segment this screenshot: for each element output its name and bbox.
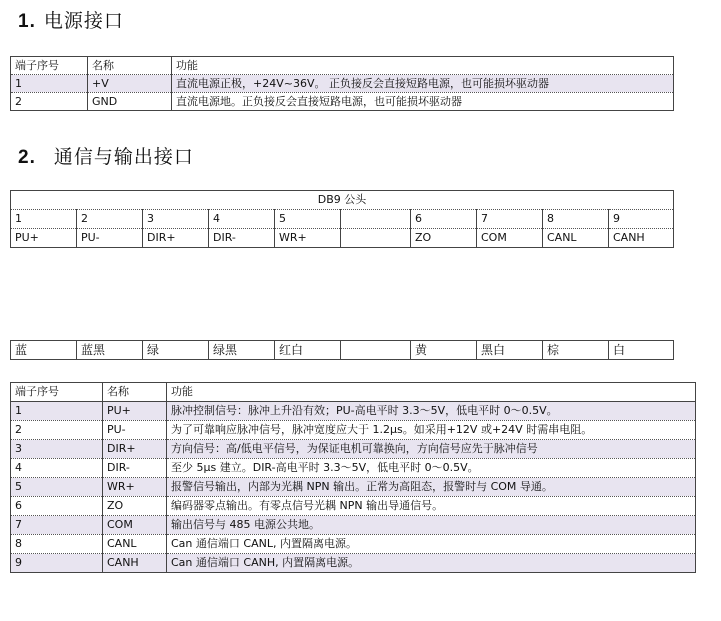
db9-title-row xyxy=(11,191,674,210)
table-row xyxy=(11,497,696,516)
header-name: 名称 xyxy=(88,57,172,75)
cell-name: WR+ xyxy=(103,478,167,497)
wire-color: 黄 xyxy=(411,341,477,360)
table-row xyxy=(11,554,696,573)
cell-terminal-no: 4 xyxy=(11,459,103,478)
wire-color: 黑白 xyxy=(477,341,543,360)
db9-signal-row xyxy=(11,229,674,248)
cell-terminal-no: 1 xyxy=(11,75,88,93)
wire-color: 绿 xyxy=(143,341,209,360)
cell-terminal-no: 8 xyxy=(11,535,103,554)
pin-number: 2 xyxy=(77,210,143,229)
cell-name: DIR- xyxy=(103,459,167,478)
pin-signal: COM xyxy=(477,229,543,248)
wire-color-row xyxy=(11,341,674,360)
pin-signal: CANL xyxy=(543,229,609,248)
cell-function: 报警信号输出，内部为光耦 NPN 输出。正常为高阻态，报警时与 COM 导通。 xyxy=(167,478,696,497)
cell-function: 输出信号与 485 电源公共地。 xyxy=(167,516,696,535)
cell-terminal-no: 7 xyxy=(11,516,103,535)
cell-function: 直流电源正极，+24V~36V。 正负接反会直接短路电源，也可能损坏驱动器 xyxy=(172,75,674,93)
pin-signal: CANH xyxy=(609,229,674,248)
cell-terminal-no: 1 xyxy=(11,402,103,421)
header-name: 名称 xyxy=(103,383,167,402)
wire-color: 绿黑 xyxy=(209,341,275,360)
table-row xyxy=(11,535,696,554)
section-2-title: 通信与输出接口 xyxy=(53,146,194,168)
pin-number: 5 xyxy=(275,210,341,229)
cell-name: CANH xyxy=(103,554,167,573)
section-1-number: 1. xyxy=(18,11,36,32)
cell-name: COM xyxy=(103,516,167,535)
section-1-title: 电源接口 xyxy=(43,10,124,32)
table-row xyxy=(11,478,696,497)
wire-color: 蓝 xyxy=(11,341,77,360)
pin-signal: PU- xyxy=(77,229,143,248)
wire-color: 白 xyxy=(609,341,674,360)
cell-function: 至少 5μs 建立。DIR-高电平时 3.3～5V，低电平时 0～0.5V。 xyxy=(167,459,696,478)
db9-title: DB9 公头 xyxy=(11,191,674,210)
cell-function: 脉冲控制信号：脉冲上升沿有效；PU-高电平时 3.3～5V，低电平时 0～0.5V。 xyxy=(167,402,696,421)
cell-function: 编码器零点输出。有零点信号光耦 NPN 输出导通信号。 xyxy=(167,497,696,516)
wire-color-table xyxy=(10,340,674,360)
cell-name: PU- xyxy=(103,421,167,440)
cell-name: DIR+ xyxy=(103,440,167,459)
cell-terminal-no: 5 xyxy=(11,478,103,497)
cell-name: CANL xyxy=(103,535,167,554)
header-function: 功能 xyxy=(167,383,696,402)
section-1-heading xyxy=(18,6,124,33)
table-header-row xyxy=(11,383,696,402)
table-row xyxy=(11,402,696,421)
pin-signal: DIR- xyxy=(209,229,275,248)
signal-function-table xyxy=(10,382,696,573)
table-row xyxy=(11,516,696,535)
db9-pin-row xyxy=(11,210,674,229)
wire-color: 蓝黑 xyxy=(77,341,143,360)
table-row xyxy=(11,440,696,459)
cell-function: Can 通信端口 CANL, 内置隔离电源。 xyxy=(167,535,696,554)
cell-function: Can 通信端口 CANH, 内置隔离电源。 xyxy=(167,554,696,573)
cell-terminal-no: 3 xyxy=(11,440,103,459)
pin-number: 7 xyxy=(477,210,543,229)
pin-number: 3 xyxy=(143,210,209,229)
cell-terminal-no: 6 xyxy=(11,497,103,516)
pin-number-blank xyxy=(341,210,411,229)
pin-number: 9 xyxy=(609,210,674,229)
pin-number: 8 xyxy=(543,210,609,229)
pin-signal: WR+ xyxy=(275,229,341,248)
table-row xyxy=(11,93,674,111)
wire-color: 棕 xyxy=(543,341,609,360)
table-row xyxy=(11,459,696,478)
pin-signal: DIR+ xyxy=(143,229,209,248)
header-terminal-no: 端子序号 xyxy=(11,383,103,402)
table-row xyxy=(11,421,696,440)
cell-function: 方向信号：高/低电平信号，为保证电机可靠换向，方向信号应先于脉冲信号 xyxy=(167,440,696,459)
section-2-heading xyxy=(18,142,194,169)
cell-function: 直流电源地。正负接反会直接短路电源，也可能损坏驱动器 xyxy=(172,93,674,111)
header-terminal-no: 端子序号 xyxy=(11,57,88,75)
wire-color: 红白 xyxy=(275,341,341,360)
pin-number: 1 xyxy=(11,210,77,229)
cell-name: +V xyxy=(88,75,172,93)
header-function: 功能 xyxy=(172,57,674,75)
pin-number: 6 xyxy=(411,210,477,229)
section-2-number: 2. xyxy=(18,147,36,168)
cell-terminal-no: 2 xyxy=(11,93,88,111)
pin-signal-blank xyxy=(341,229,411,248)
cell-terminal-no: 2 xyxy=(11,421,103,440)
db9-pinout-table xyxy=(10,190,674,248)
pin-signal: ZO xyxy=(411,229,477,248)
pin-number: 4 xyxy=(209,210,275,229)
wire-color-blank xyxy=(341,341,411,360)
cell-name: PU+ xyxy=(103,402,167,421)
pin-signal: PU+ xyxy=(11,229,77,248)
table-row xyxy=(11,75,674,93)
cell-terminal-no: 9 xyxy=(11,554,103,573)
cell-function: 为了可靠响应脉冲信号，脉冲宽度应大于 1.2μs。如采用+12V 或+24V 时需串电阻。 xyxy=(167,421,696,440)
cell-name: GND xyxy=(88,93,172,111)
table-header-row xyxy=(11,57,674,75)
cell-name: ZO xyxy=(103,497,167,516)
power-interface-table xyxy=(10,56,674,111)
